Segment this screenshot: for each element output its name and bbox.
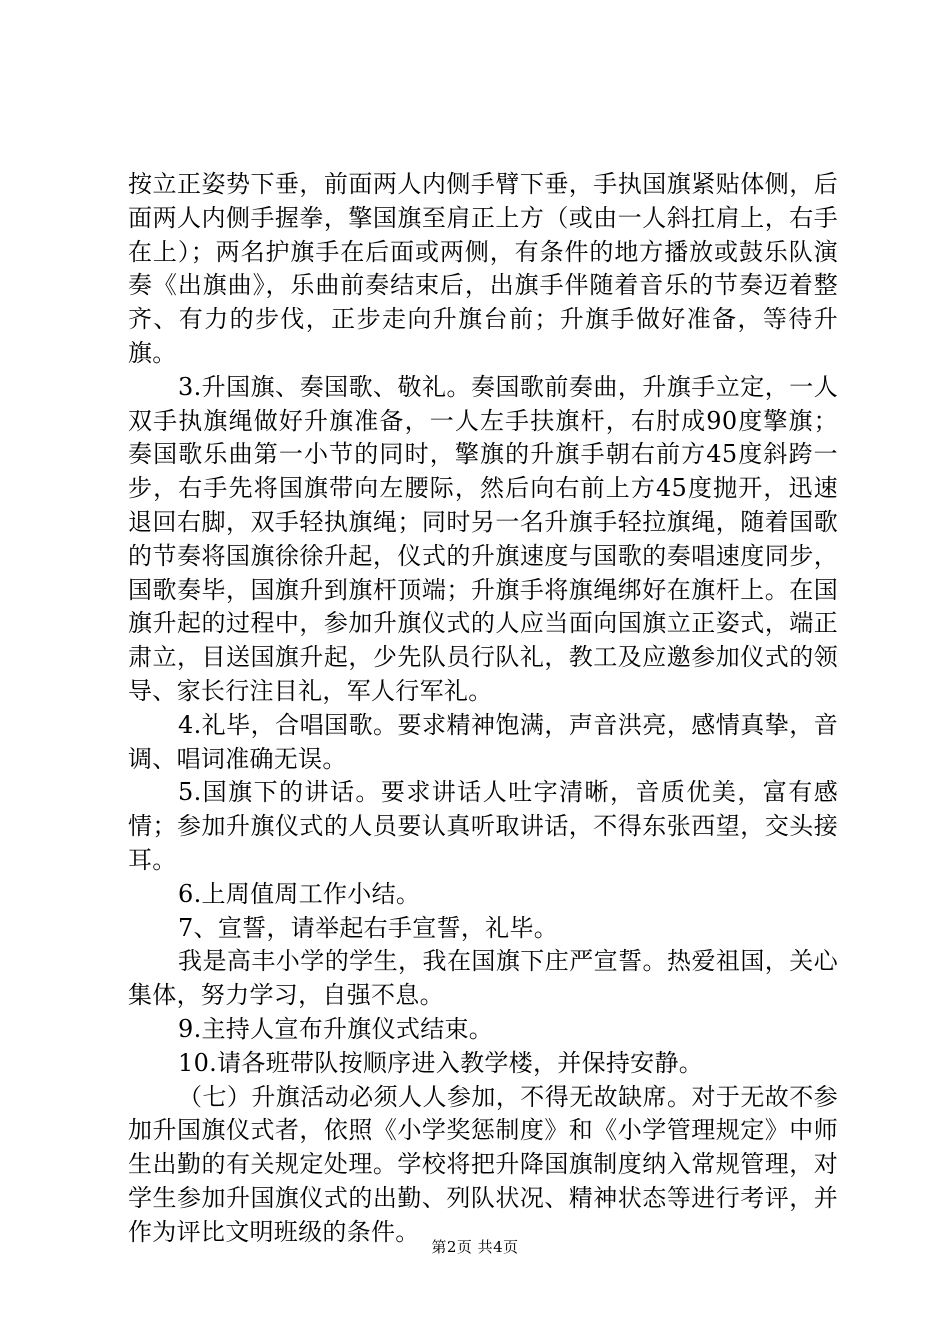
paragraph-oath-text: 我是高丰小学的学生，我在国旗下庄严宣誓。热爱祖国，关心集体，努力学习，自强不息。 bbox=[128, 947, 838, 1010]
paragraph-step-6-summary: 6.上周值周工作小结。 bbox=[178, 879, 421, 908]
paragraph-step-7-oath: 7、宣誓，请举起右手宣誓，礼毕。 bbox=[178, 913, 559, 942]
paragraph-section-7-attendance: （七）升旗活动必须人人参加，不得无故缺席。对于无故不参加升国旗仪式者，依照《小学奖惩制度》和《小学管理规定》中师生出勤的有关规定处理。学校将把升降国旗制度纳入常规管理，对学生参加升国旗仪式的出勤、列队状况、精神状态等进行考评，并作为评比文明班级的条件。 bbox=[128, 1082, 838, 1246]
paragraph-step-5-speech: 5.国旗下的讲话。要求讲话人吐字清晰，音质优美，富有感情；参加升旗仪式的人员要认真听取讲话，不得东张西望，交头接耳。 bbox=[128, 778, 838, 874]
page-number-label: 第2页 共4页 bbox=[431, 1238, 519, 1256]
paragraph-step-3-raise-flag: 3.升国旗、奏国歌、敬礼。奏国歌前奏曲，升旗手立定，一人双手执旗绳做好升旗准备，一人左手扶旗杆，右肘成90度擎旗；奏国歌乐曲第一小节的同时，擎旗的升旗手朝右前方45度斜跨一步，右手先将国旗带向左腰际，然后向右前上方45度抛开，迅速退回右脚，双手轻执旗绳；同时另一名升旗手轻拉旗绳，随着国歌的节奏将国旗徐徐升起，仪式的升旗速度与国歌的奏唱速度同步，国歌奏毕，国旗升到旗杆顶端；升旗手将旗绳绑好在旗杆上。在国旗升起的过程中，参加升旗仪式的人应当面向国旗立正姿式，端正肃立，目送国旗升起，少先队员行队礼，教工及应邀参加仪式的领导、家长行注目礼，军人行军礼。 bbox=[128, 372, 838, 705]
paragraph-step-10-dismiss: 10.请各班带队按顺序进入教学楼，并保持安静。 bbox=[178, 1048, 704, 1077]
paragraph-flag-bearers: 按立正姿势下垂，前面两人内侧手臂下垂，手执国旗紧贴体侧，后面两人内侧手握拳，擎国旗至肩正上方（或由一人斜扛肩上，右手在上）；两名护旗手在后面或两侧，有条件的地方播放或鼓乐队演奏《出旗曲》，乐曲前奏结束后，出旗手伴随着音乐的节奏迈着整齐、有力的步伐，正步走向升旗台前；升旗手做好准备，等待升旗。 bbox=[128, 170, 838, 367]
paragraph-step-4-sing-anthem: 4.礼毕，合唱国歌。要求精神饱满，声音洪亮，感情真挚，音调、唱词准确无误。 bbox=[128, 710, 838, 773]
page-footer bbox=[0, 1237, 950, 1257]
document-body bbox=[128, 168, 838, 1250]
paragraph-step-9-end: 9.主持人宣布升旗仪式结束。 bbox=[178, 1014, 494, 1043]
